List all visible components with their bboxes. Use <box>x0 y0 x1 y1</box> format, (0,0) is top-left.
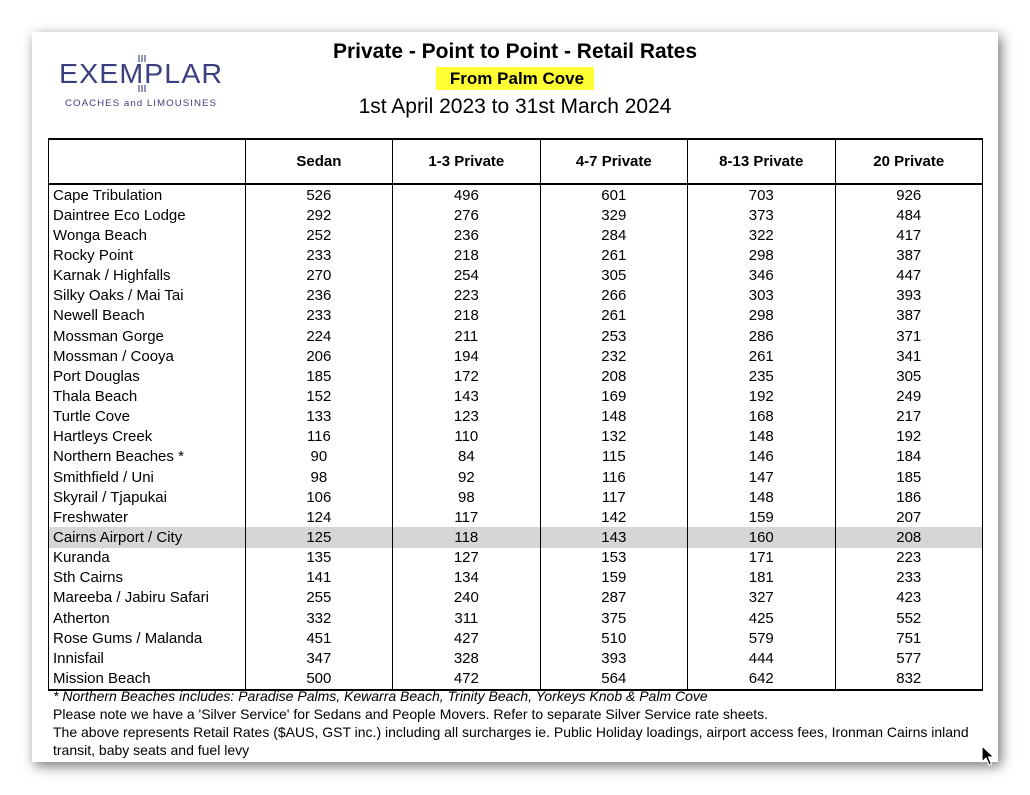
rate-cell: 393 <box>835 286 983 306</box>
destination-cell: Cape Tribulation <box>49 184 246 205</box>
rate-cell: 208 <box>835 527 983 547</box>
rate-cell: 152 <box>245 386 392 406</box>
rate-cell: 387 <box>835 306 983 326</box>
destination-cell: Silky Oaks / Mai Tai <box>49 286 246 306</box>
table-row <box>49 184 983 205</box>
rate-cell: 526 <box>245 184 392 205</box>
rate-cell: 194 <box>393 346 540 366</box>
destination-cell: Skyrail / Tjapukai <box>49 487 246 507</box>
destination-cell: Atherton <box>49 608 246 628</box>
rate-cell: 393 <box>540 648 687 668</box>
table-row <box>49 628 983 648</box>
table-row <box>49 527 983 547</box>
rate-cell: 347 <box>245 648 392 668</box>
destination-cell: Northern Beaches * <box>49 447 246 467</box>
rate-cell: 303 <box>688 286 835 306</box>
rate-cell: 115 <box>540 447 687 467</box>
rate-cell: 292 <box>245 205 392 225</box>
destination-cell: Hartleys Creek <box>49 427 246 447</box>
rate-cell: 192 <box>688 386 835 406</box>
rate-cell: 206 <box>245 346 392 366</box>
rate-cell: 233 <box>245 306 392 326</box>
rate-cell: 134 <box>393 568 540 588</box>
table-row <box>49 286 983 306</box>
title-block <box>260 38 770 121</box>
rate-cell: 328 <box>393 648 540 668</box>
rate-cell: 192 <box>835 427 983 447</box>
rate-cell: 496 <box>393 184 540 205</box>
rate-cell: 284 <box>540 225 687 245</box>
destination-cell: Newell Beach <box>49 306 246 326</box>
table-row <box>49 346 983 366</box>
rate-cell: 172 <box>393 366 540 386</box>
rate-cell: 305 <box>540 266 687 286</box>
destination-cell: Wonga Beach <box>49 225 246 245</box>
origin-subtitle: From Palm Cove <box>436 67 594 90</box>
rate-cell: 253 <box>540 326 687 346</box>
rate-cell: 169 <box>540 386 687 406</box>
destination-cell: Smithfield / Uni <box>49 467 246 487</box>
rate-cell: 92 <box>393 467 540 487</box>
rate-cell: 305 <box>835 366 983 386</box>
rate-cell: 135 <box>245 548 392 568</box>
rate-cell: 143 <box>540 527 687 547</box>
rate-cell: 373 <box>688 205 835 225</box>
rate-cell: 233 <box>835 568 983 588</box>
table-row <box>49 608 983 628</box>
destination-cell: Mareeba / Jabiru Safari <box>49 588 246 608</box>
rate-cell: 564 <box>540 668 687 689</box>
rate-cell: 240 <box>393 588 540 608</box>
rate-cell: 235 <box>688 366 835 386</box>
destination-cell: Turtle Cove <box>49 407 246 427</box>
rate-cell: 184 <box>835 447 983 467</box>
rate-cell: 185 <box>835 467 983 487</box>
rate-cell: 146 <box>688 447 835 467</box>
rate-cell: 232 <box>540 346 687 366</box>
rate-cell: 133 <box>245 407 392 427</box>
rate-cell: 472 <box>393 668 540 689</box>
column-header-20-private: 20 Private <box>835 139 983 184</box>
table-row <box>49 427 983 447</box>
rate-cell: 185 <box>245 366 392 386</box>
destination-cell: Karnak / Highfalls <box>49 266 246 286</box>
rate-cell: 484 <box>835 205 983 225</box>
table-row <box>49 306 983 326</box>
rate-cell: 208 <box>540 366 687 386</box>
column-header-8-13-private: 8-13 Private <box>688 139 835 184</box>
rate-cell: 132 <box>540 427 687 447</box>
rate-cell: 147 <box>688 467 835 487</box>
table-row <box>49 245 983 265</box>
notes <box>53 687 973 759</box>
rate-cell: 98 <box>245 467 392 487</box>
rate-cell: 236 <box>393 225 540 245</box>
table-row <box>49 467 983 487</box>
table-header-row <box>49 139 983 184</box>
rate-cell: 148 <box>540 407 687 427</box>
rate-cell: 327 <box>688 588 835 608</box>
rate-cell: 261 <box>540 306 687 326</box>
rate-cell: 444 <box>688 648 835 668</box>
rate-cell: 329 <box>540 205 687 225</box>
rate-cell: 425 <box>688 608 835 628</box>
destination-cell: Mission Beach <box>49 668 246 689</box>
rate-cell: 117 <box>393 507 540 527</box>
rate-cell: 447 <box>835 266 983 286</box>
destination-cell: Freshwater <box>49 507 246 527</box>
rate-cell: 224 <box>245 326 392 346</box>
rate-cell: 207 <box>835 507 983 527</box>
table-row <box>49 568 983 588</box>
rate-cell: 387 <box>835 245 983 265</box>
rate-cell: 332 <box>245 608 392 628</box>
column-header-1-3-private: 1-3 Private <box>393 139 540 184</box>
rate-cell: 117 <box>540 487 687 507</box>
rate-cell: 287 <box>540 588 687 608</box>
rate-cell: 577 <box>835 648 983 668</box>
destination-cell: Kuranda <box>49 548 246 568</box>
destination-cell: Port Douglas <box>49 366 246 386</box>
rate-cell: 123 <box>393 407 540 427</box>
rate-cell: 276 <box>393 205 540 225</box>
rate-cell: 90 <box>245 447 392 467</box>
rate-cell: 286 <box>688 326 835 346</box>
table-row <box>49 225 983 245</box>
logo-wordmark: EXEMPLAR <box>59 58 223 89</box>
rate-cell: 141 <box>245 568 392 588</box>
rate-cell: 148 <box>688 427 835 447</box>
rate-cell: 926 <box>835 184 983 205</box>
table-row <box>49 487 983 507</box>
rates-table <box>48 138 983 691</box>
destination-cell: Mossman / Cooya <box>49 346 246 366</box>
rate-cell: 255 <box>245 588 392 608</box>
table-row <box>49 366 983 386</box>
exemplar-logo <box>56 55 226 115</box>
rate-cell: 98 <box>393 487 540 507</box>
table-row <box>49 205 983 225</box>
destination-cell: Sth Cairns <box>49 568 246 588</box>
rate-cell: 181 <box>688 568 835 588</box>
rate-cell: 223 <box>393 286 540 306</box>
rate-cell: 223 <box>835 548 983 568</box>
rate-cell: 236 <box>245 286 392 306</box>
rate-cell: 417 <box>835 225 983 245</box>
rate-cell: 153 <box>540 548 687 568</box>
rate-cell: 371 <box>835 326 983 346</box>
rate-cell: 270 <box>245 266 392 286</box>
table-row <box>49 326 983 346</box>
logo-tagline: COACHES and LIMOUSINES <box>65 98 217 109</box>
rate-cell: 341 <box>835 346 983 366</box>
rate-cell: 171 <box>688 548 835 568</box>
rate-cell: 217 <box>835 407 983 427</box>
rate-cell: 124 <box>245 507 392 527</box>
rate-cell: 266 <box>540 286 687 306</box>
destination-cell: Cairns Airport / City <box>49 527 246 547</box>
rate-cell: 254 <box>393 266 540 286</box>
rate-cell: 186 <box>835 487 983 507</box>
retail-rates-note: The above represents Retail Rates ($AUS, GST inc.) including all surcharges ie. Public Holiday loadings, airport access fees, Ironman Cairns inland transit, baby seats and fuel levy <box>53 724 969 758</box>
rate-cell: 118 <box>393 527 540 547</box>
rate-cell: 116 <box>540 467 687 487</box>
rate-cell: 322 <box>688 225 835 245</box>
rate-cell: 703 <box>688 184 835 205</box>
rate-cell: 500 <box>245 668 392 689</box>
destination-cell: Innisfail <box>49 648 246 668</box>
rate-cell: 375 <box>540 608 687 628</box>
rate-cell: 451 <box>245 628 392 648</box>
table-row <box>49 407 983 427</box>
rate-cell: 298 <box>688 245 835 265</box>
column-header-4-7-private: 4-7 Private <box>540 139 687 184</box>
destination-cell: Rose Gums / Malanda <box>49 628 246 648</box>
rate-cell: 552 <box>835 608 983 628</box>
table-row <box>49 507 983 527</box>
mouse-pointer-icon <box>981 745 997 767</box>
destination-cell: Daintree Eco Lodge <box>49 205 246 225</box>
rate-cell: 142 <box>540 507 687 527</box>
rate-cell: 579 <box>688 628 835 648</box>
rate-cell: 106 <box>245 487 392 507</box>
rate-cell: 148 <box>688 487 835 507</box>
rate-cell: 601 <box>540 184 687 205</box>
page-title: Private - Point to Point - Retail Rates <box>332 40 698 63</box>
rate-cell: 125 <box>245 527 392 547</box>
rate-cell: 116 <box>245 427 392 447</box>
rate-cell: 346 <box>688 266 835 286</box>
column-header-sedan: Sedan <box>245 139 392 184</box>
rate-cell: 110 <box>393 427 540 447</box>
table-row <box>49 386 983 406</box>
silver-service-note: Please note we have a 'Silver Service' for Sedans and People Movers. Refer to separate Silver Service rate sheets. <box>53 706 769 722</box>
rate-cell: 510 <box>540 628 687 648</box>
rate-cell: 427 <box>393 628 540 648</box>
rate-cell: 127 <box>393 548 540 568</box>
table-row <box>49 588 983 608</box>
rate-cell: 159 <box>688 507 835 527</box>
rate-cell: 233 <box>245 245 392 265</box>
table-row <box>49 648 983 668</box>
rate-cell: 298 <box>688 306 835 326</box>
rate-cell: 261 <box>540 245 687 265</box>
destination-cell: Rocky Point <box>49 245 246 265</box>
rate-cell: 84 <box>393 447 540 467</box>
rate-cell: 642 <box>688 668 835 689</box>
table-row <box>49 548 983 568</box>
column-header-location <box>49 139 246 184</box>
rate-cell: 218 <box>393 245 540 265</box>
rate-cell: 252 <box>245 225 392 245</box>
table-row <box>49 447 983 467</box>
rate-cell: 249 <box>835 386 983 406</box>
rate-cell: 143 <box>393 386 540 406</box>
rate-cell: 423 <box>835 588 983 608</box>
rate-cell: 311 <box>393 608 540 628</box>
destination-cell: Thala Beach <box>49 386 246 406</box>
rate-cell: 832 <box>835 668 983 689</box>
rate-cell: 160 <box>688 527 835 547</box>
table-row <box>49 266 983 286</box>
rate-cell: 218 <box>393 306 540 326</box>
northern-beaches-footnote: * Northern Beaches includes: Paradise Palms, Kewarra Beach, Trinity Beach, Yorkeys Knob & Palm Cove <box>53 688 708 704</box>
rate-cell: 168 <box>688 407 835 427</box>
rate-cell: 159 <box>540 568 687 588</box>
rate-cell: 751 <box>835 628 983 648</box>
rate-cell: 211 <box>393 326 540 346</box>
destination-cell: Mossman Gorge <box>49 326 246 346</box>
rate-cell: 261 <box>688 346 835 366</box>
validity-period: 1st April 2023 to 31st March 2024 <box>358 95 672 118</box>
